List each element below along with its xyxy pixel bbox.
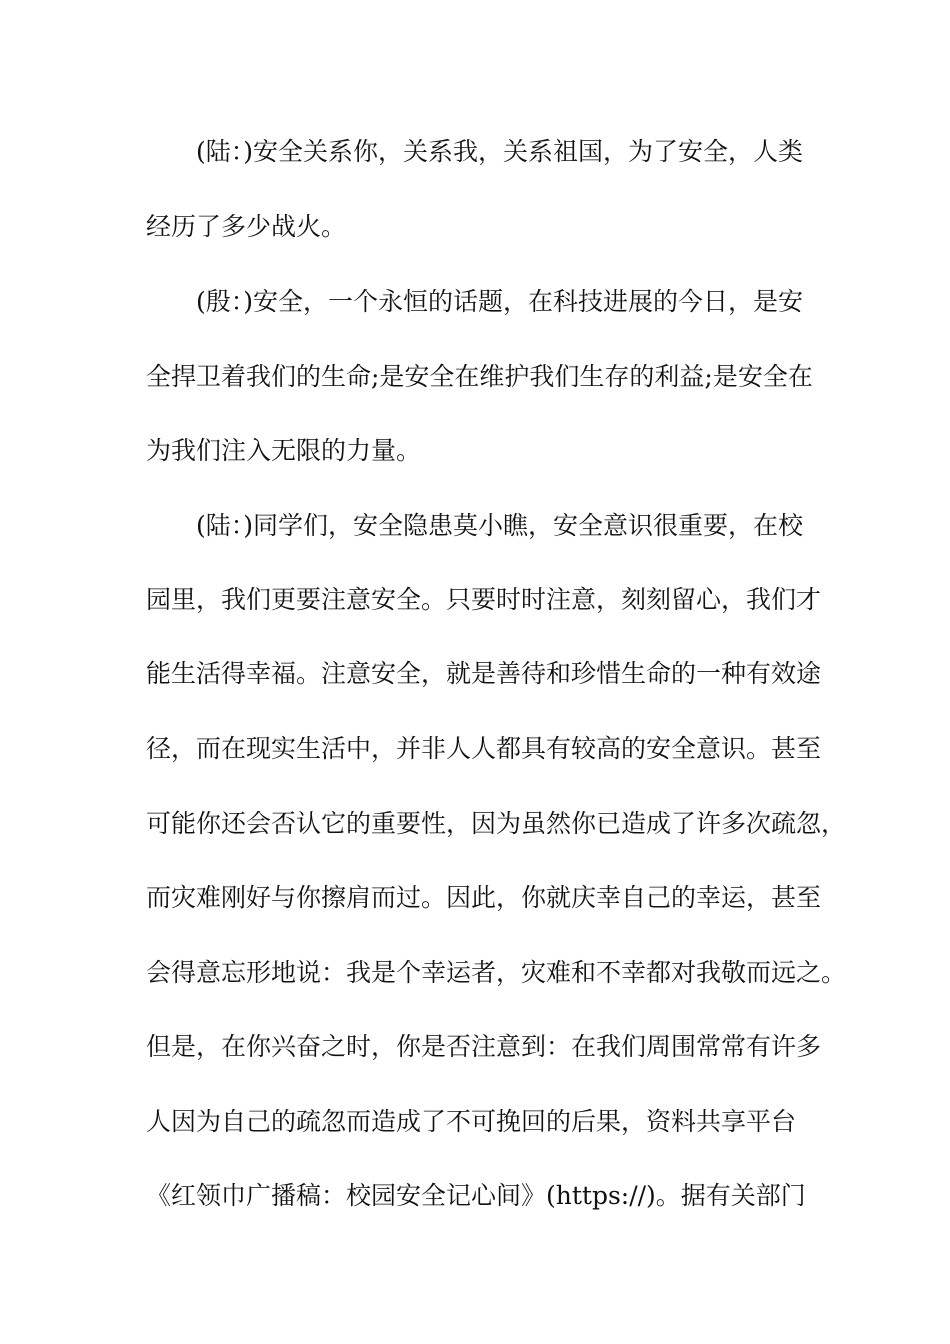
text-line: 为我们注入无限的力量。	[146, 436, 422, 465]
text-line: 能生活得幸福。注意安全，就是善待和珍惜生命的一种有效途	[146, 659, 822, 688]
text-line: 《红领巾广播稿：校园安全记心间》(https://)。据有关部门	[146, 1181, 806, 1210]
text-line: 而灾难刚好与你擦肩而过。因此，你就庆幸自己的幸运，甚至	[146, 883, 822, 912]
text-line: 经历了多少战火。	[146, 212, 347, 241]
text-line: (陆：)安全关系你，关系我，关系祖国，为了安全，人类	[196, 137, 804, 166]
text-line: 径，而在现实生活中，并非人人都具有较高的安全意识。甚至	[146, 734, 822, 763]
text-line: 可能你还会否认它的重要性，因为虽然你已造成了许多次疏忽，	[146, 809, 847, 838]
text-line: (殷：)安全，一个永恒的话题，在科技进展的今日，是安	[196, 287, 804, 316]
text-line: 但是，在你兴奋之时，你是否注意到：在我们周围常常有许多	[146, 1032, 822, 1061]
text-line: 人因为自己的疏忽而造成了不可挽回的后果，资料共享平台	[146, 1107, 797, 1136]
text-line: 全捍卫着我们的生命;是安全在维护我们生存的利益;是安全在	[146, 362, 813, 391]
text-line: (陆：)同学们，安全隐患莫小瞧，安全意识很重要，在校	[196, 511, 804, 540]
text-line: 会得意忘形地说：我是个幸运者，灾难和不幸都对我敬而远之。	[146, 958, 847, 987]
text-line: 园里，我们更要注意安全。只要时时注意，刻刻留心，我们才	[146, 585, 822, 614]
